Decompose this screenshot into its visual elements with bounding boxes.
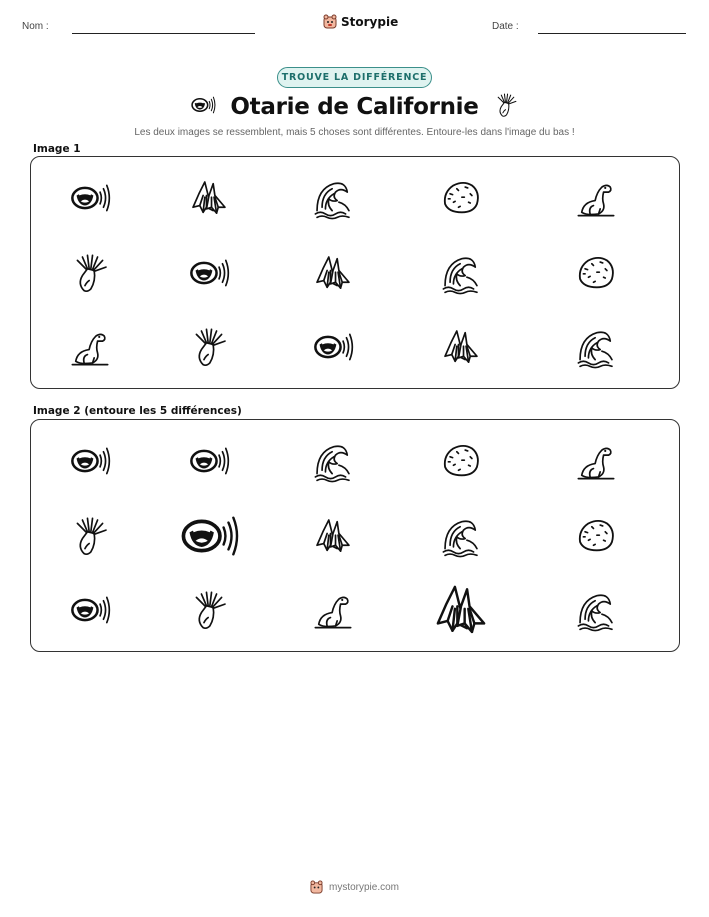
image2-r3c4-flippers-icon[interactable] <box>438 587 484 632</box>
image1-label: Image 1 <box>33 143 81 155</box>
brand <box>323 14 398 29</box>
image2-r3c1-bark-icon[interactable] <box>72 597 109 622</box>
title-row <box>0 92 709 122</box>
instructions: Les deux images se ressemblent, mais 5 choses sont différentes. Entoure-les dans l'image du bas ! <box>134 127 575 138</box>
image2-r1c2-bark-icon[interactable] <box>191 448 228 473</box>
image2-r1c4-rock-icon[interactable] <box>445 446 478 475</box>
name-line[interactable] <box>72 33 255 34</box>
image2-r3c3-sea-lion-icon[interactable] <box>315 597 350 627</box>
title-anemone-icon <box>493 92 519 122</box>
image1-r1c1-bark-icon <box>72 185 109 210</box>
image1-r1c3-wave-icon <box>315 183 349 218</box>
image1-panel <box>30 156 680 389</box>
image2-r2c5-rock-icon[interactable] <box>580 521 613 550</box>
image1-r2c1-anemone-icon <box>77 255 106 291</box>
page-title: Otarie de Californie <box>230 94 479 120</box>
image1-r2c3-flippers-icon <box>317 257 349 288</box>
image1-r1c4-rock-icon <box>445 183 478 212</box>
image2-grid <box>31 420 681 653</box>
image1-r3c5-wave-icon <box>578 332 612 367</box>
footer-url[interactable]: mystorypie.com <box>328 881 399 893</box>
image2-r3c2-anemone-icon[interactable] <box>196 592 225 628</box>
image1-r3c2-anemone-icon <box>196 329 225 365</box>
image2-r1c5-sea-lion-icon[interactable] <box>578 448 613 478</box>
image2-label: Image 2 (entoure les 5 différences) <box>33 405 242 417</box>
image2-r2c3-flippers-icon[interactable] <box>317 520 349 551</box>
image1-r2c2-bark-icon <box>191 260 228 285</box>
image1-r1c5-sea-lion-icon <box>578 185 613 215</box>
image2-r1c3-wave-icon[interactable] <box>315 446 349 481</box>
image1-r3c4-flippers-icon <box>445 331 477 362</box>
footer-logo-icon <box>310 880 323 894</box>
image1-r3c1-sea-lion-icon <box>72 334 107 364</box>
image1-r3c3-bark-icon <box>315 334 352 359</box>
image2-r2c2-bark-icon[interactable] <box>183 518 237 555</box>
date-line[interactable] <box>538 33 686 34</box>
name-label: Nom : <box>22 21 49 32</box>
storypie-logo-icon <box>323 14 337 29</box>
image1-r2c4-wave-icon <box>443 258 477 293</box>
image1-r2c5-rock-icon <box>580 258 613 287</box>
footer <box>0 880 709 894</box>
image2-r1c1-bark-icon[interactable] <box>72 448 109 473</box>
activity-badge: TROUVE LA DIFFÉRENCE <box>277 67 432 88</box>
image1-grid <box>31 157 681 390</box>
title-bark-icon <box>190 92 216 122</box>
brand-name: Storypie <box>341 14 399 29</box>
image1-r1c2-flippers-icon <box>193 182 225 213</box>
date-label: Date : <box>492 21 519 32</box>
image2-r2c4-wave-icon[interactable] <box>443 521 477 556</box>
image2-panel[interactable] <box>30 419 680 652</box>
image2-r2c1-anemone-icon[interactable] <box>77 518 106 554</box>
image2-r3c5-wave-icon[interactable] <box>578 595 612 630</box>
